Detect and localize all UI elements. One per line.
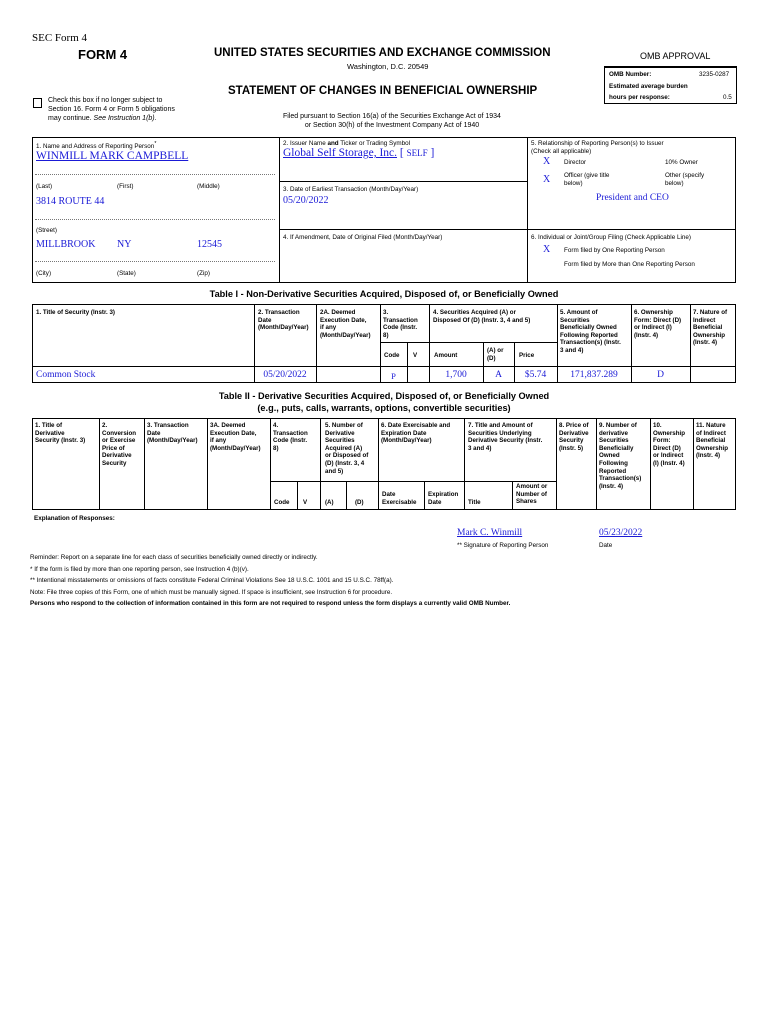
t1-h-nature: 7. Nature of Indirect Beneficial Ownership (Instr. 4)	[693, 309, 728, 347]
t2-sub-v: V	[303, 499, 308, 506]
checkbox-instructions: Check this box if no longer subject to Section 16. Form 4 or Form 5 obligations may continue. See Instruction 1(b).	[48, 97, 175, 122]
omb-number-label: OMB Number:	[609, 71, 652, 78]
footnote-omb: Persons who respond to the collection of information contained in this form are not required to respond unless the form displays a currently valid OMB Number.	[30, 600, 511, 607]
t2-h-deemed: 3A. Deemed Execution Date, if any (Month/Day/Year)	[210, 422, 261, 452]
street-value: 3814 ROUTE 44	[36, 196, 105, 207]
footnote-2: ** Intentional misstatements or omissions of facts constitute Federal Criminal Violations See 18 U.S.C. 1001 and 15 U.S.C. 78ff(a).	[30, 577, 394, 584]
director-label: Director	[564, 159, 587, 166]
t2-sub-title: Title	[468, 499, 481, 506]
filing-label: 6. Individual or Joint/Group Filing (Check Applicable Line)	[531, 234, 691, 241]
t1-row-price: $5.74	[524, 370, 547, 380]
director-mark[interactable]: X	[543, 156, 551, 167]
signature: Mark C. Winmill	[457, 528, 523, 538]
issuer-name: Global Self Storage, Inc. [ SELF ]	[283, 147, 435, 159]
issuer-link[interactable]: Global Self Storage, Inc.	[283, 147, 398, 159]
t2-h-exercisable: 6. Date Exercisable and Expiration Date (Month/Day/Year)	[381, 422, 451, 445]
amendment-label: 4. If Amendment, Date of Original Filed (Month/Day/Year)	[283, 234, 443, 241]
t1-sub-code: Code	[384, 352, 400, 359]
t1-h-amount-owned: 5. Amount of Securities Beneficially Owned Following Reported Transaction(s) (Instr. 3 and 4)	[560, 309, 621, 354]
t1-sub-aord: (A) or (D)	[487, 347, 504, 362]
t1-row-date: 05/20/2022	[263, 370, 307, 380]
other-label: Other (specify below)	[665, 172, 705, 187]
t1-h-ownership: 6. Ownership Form: Direct (D) or Indirect (I) (Instr. 4)	[634, 309, 682, 339]
form-title: FORM 4	[78, 47, 128, 62]
t1-h-date: 2. Transaction Date (Month/Day/Year)	[258, 309, 309, 332]
t2-h-code: 4. Transaction Code (Instr. 8)	[273, 422, 308, 452]
t2-h-title: 1. Title of Derivative Security (Instr. 3)	[35, 422, 86, 445]
officer-mark[interactable]: X	[543, 174, 551, 185]
location: Washington, D.C. 20549	[347, 62, 429, 71]
one-person-mark[interactable]: X	[543, 244, 551, 255]
t1-row-owned: 171,837.289	[570, 370, 618, 380]
last-label: (Last)	[36, 183, 53, 190]
commission-title: UNITED STATES SECURITIES AND EXCHANGE COMMISSION	[214, 47, 551, 59]
t1-h-deemed: 2A. Deemed Execution Date, if any (Month/Day/Year)	[320, 309, 371, 339]
t1-h-title: 1. Title of Security (Instr. 3)	[36, 309, 115, 316]
table2-title: Table II - Derivative Securities Acquired, Disposed of, or Beneficially Owned (e.g., puts, calls, warrants, options, convertible securities)	[218, 391, 550, 413]
t1-sub-v: V	[413, 352, 418, 359]
t2-h-number: 5. Number of Derivative Securities Acquired (A) or Disposed of (D) (Instr. 3, 4 and 5)	[325, 422, 369, 475]
t2-h-nature: 11. Nature of Indirect Beneficial Ownership (Instr. 4)	[696, 422, 728, 460]
t1-sub-price: Price	[519, 352, 535, 359]
earliest-date-label: 3. Date of Earliest Transaction (Month/Day/Year)	[283, 186, 419, 193]
signature-date: 05/23/2022	[599, 528, 643, 538]
t2-sub-code: Code	[274, 499, 290, 506]
first-label: (First)	[117, 183, 134, 190]
t2-h-conversion: 2. Conversion or Exercise Price of Derivative Security	[102, 422, 137, 467]
t1-h-code: 3. Transaction Code (Instr. 8)	[383, 309, 418, 339]
city-value: MILLBROOK	[36, 239, 96, 250]
state-value: NY	[117, 239, 132, 250]
t1-row-amount: 1,700	[445, 370, 467, 380]
state-label: (State)	[117, 270, 136, 277]
middle-label: (Middle)	[197, 183, 220, 190]
omb-approval-title: OMB APPROVAL	[640, 51, 711, 61]
t1-h-acquired: 4. Securities Acquired (A) or Disposed Of (D) (Instr. 3, 4 and 5)	[433, 309, 531, 324]
city-label: (City)	[36, 270, 52, 277]
earliest-date-value: 05/20/2022	[283, 195, 329, 206]
zip-label: (Zip)	[197, 270, 210, 277]
no-longer-subject-checkbox[interactable]	[33, 98, 42, 108]
footnote-3: Note: File three copies of this Form, one of which must be manually signed. If space is insufficient, see Instruction 6 for procedure.	[30, 589, 393, 596]
omb-hours-label: hours per response:	[609, 94, 670, 101]
statement-title: STATEMENT OF CHANGES IN BENEFICIAL OWNERSHIP	[228, 85, 538, 97]
omb-number-value: 3235-0287	[699, 71, 730, 78]
t2-sub-amount: Amount or Number of Shares	[516, 483, 548, 506]
t1-row-form: D	[657, 370, 664, 380]
ten-percent-label: 10% Owner	[665, 159, 698, 166]
reporting-person-name[interactable]: WINMILL MARK CAMPBELL	[36, 150, 189, 162]
reporting-person-label: 1. Name and Address of Reporting Person*	[36, 141, 157, 151]
sec-form-label: SEC Form 4	[32, 32, 88, 44]
date-label: Date	[599, 542, 613, 549]
table1-title: Table I - Non-Derivative Securities Acquired, Disposed of, or Beneficially Owned	[209, 289, 559, 299]
zip-value: 12545	[197, 239, 222, 250]
officer-label: Officer (give title below)	[564, 172, 610, 187]
t1-row-code: P	[391, 371, 396, 381]
ticker: SELF	[406, 148, 428, 158]
relationship-label: 5. Relationship of Reporting Person(s) to Issuer (Check all applicable)	[531, 140, 664, 155]
t2-sub-expiration: Expiration Date	[428, 491, 459, 506]
one-person-label: Form filed by One Reporting Person	[564, 247, 665, 254]
signature-label: ** Signature of Reporting Person	[457, 542, 549, 549]
t1-row-title: Common Stock	[36, 370, 96, 380]
t2-sub-date-exercisable: Date Exercisable	[382, 491, 417, 506]
t2-sub-d: (D)	[355, 499, 364, 506]
reminder-note: Reminder: Report on a separate line for each class of securities beneficially owned directly or indirectly.	[30, 554, 318, 561]
t2-h-underlying: 7. Title and Amount of Securities Underlying Derivative Security (Instr. 3 and 4)	[468, 422, 543, 452]
t2-h-price: 8. Price of Derivative Security (Instr. 5)	[559, 422, 589, 452]
omb-burden-label: Estimated average burden	[609, 83, 688, 90]
explanation-label: Explanation of Responses:	[34, 515, 115, 522]
filed-pursuant: Filed pursuant to Section 16(a) of the Securities Exchange Act of 1934 or Section 30(h) of the Investment Company Act of 1940	[283, 113, 501, 129]
omb-hours-value: 0.5	[723, 94, 732, 101]
t2-h-ownership-form: 10. Ownership Form: Direct (D) or Indirect (I) (Instr. 4)	[653, 422, 685, 467]
officer-title: President and CEO	[596, 193, 669, 203]
t2-h-date: 3. Transaction Date (Month/Day/Year)	[147, 422, 198, 445]
t1-sub-amount: Amount	[434, 352, 458, 359]
t2-sub-a: (A)	[325, 499, 334, 506]
more-persons-label: Form filed by More than One Reporting Person	[564, 261, 695, 268]
t1-row-aord: A	[495, 370, 502, 380]
footnote-1: * If the form is filed by more than one reporting person, see Instruction 4 (b)(v).	[30, 566, 249, 573]
t2-h-owned: 9. Number of derivative Securities Beneficially Owned Following Reported Transaction(s) (Instr. 4)	[599, 422, 642, 490]
issuer-label: 2. Issuer Name and Ticker or Trading Symbol	[283, 140, 411, 147]
street-label: (Street)	[36, 227, 57, 234]
